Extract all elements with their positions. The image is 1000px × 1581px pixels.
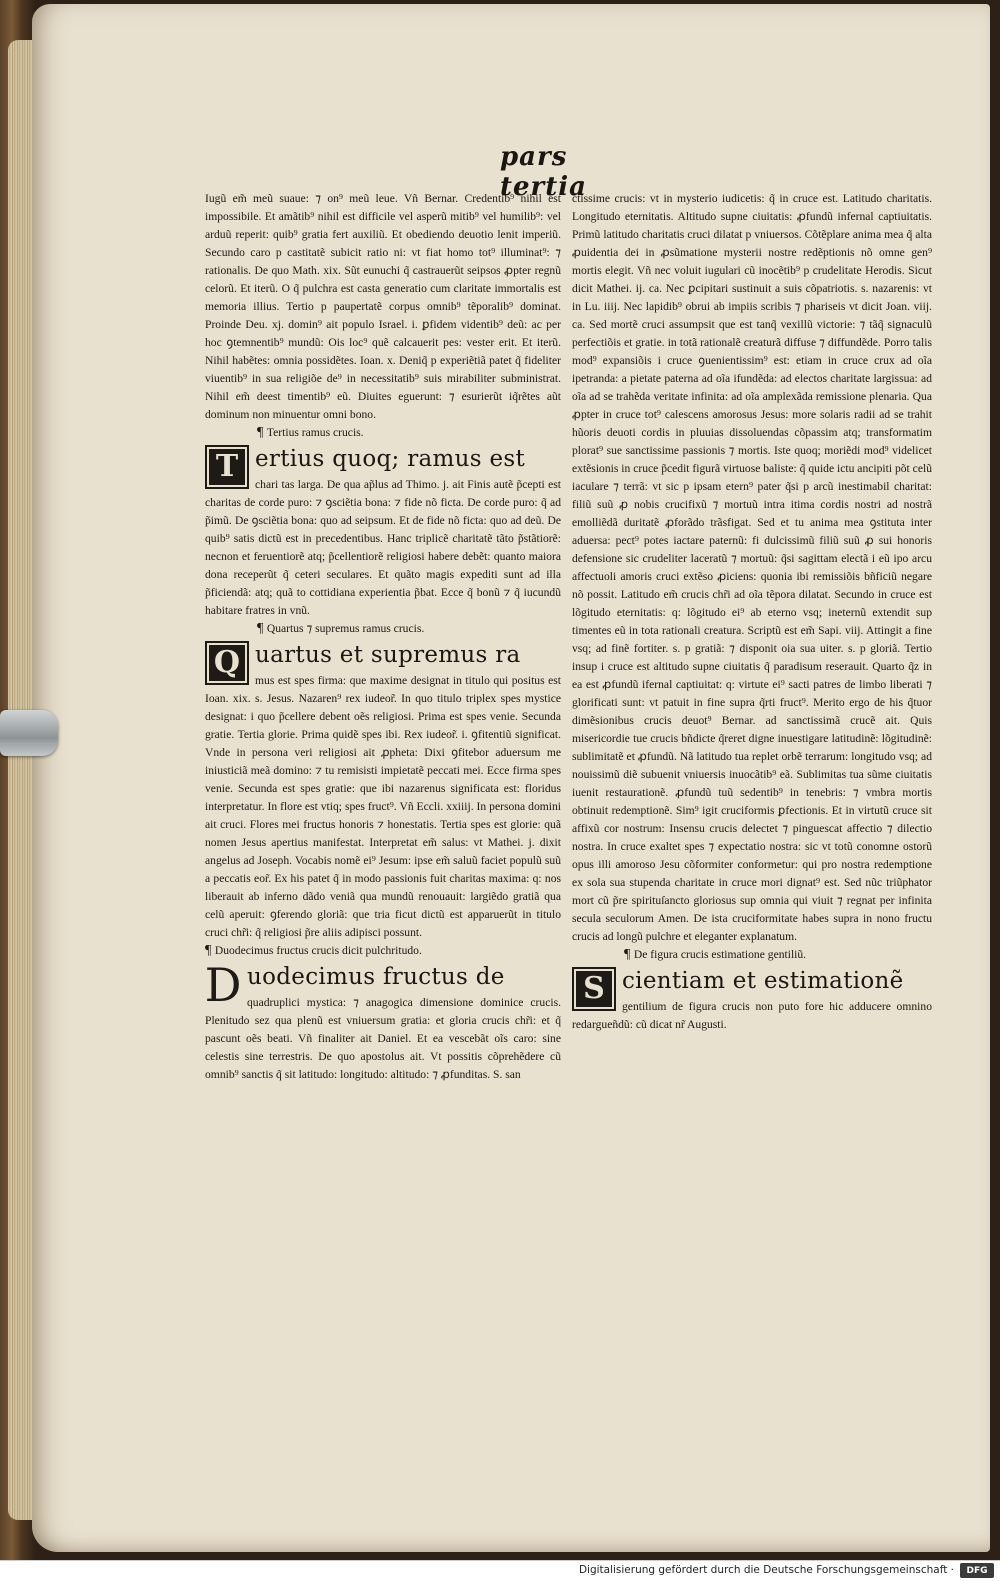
section-scientiam <box>572 964 932 1034</box>
rubric-text: Quartus ⁊ supremus ramus crucis. <box>266 622 425 635</box>
paragraph: mus est spes firma: que maxime designat in titulo qui positus est Ioan. xix. s. Jesus. Nazaren⁹ rex iudeor̃. In quo titulo triplex spes mystice designat: i quo p̃cellere debent oẽs religiosi. Prima est spes venie. Secunda gratie. Tertia glorie. Prima quidẽ spes ibi. Rex iudeor̃. i. ꝯfitentiũ significat. Vnde in persona veri religiosi ait ꝓpheta: Dixi ꝯfitebor aduersum me iniusticiã meã domino: ⁊ tu remisisti impietatẽ peccati mei. Ecce firma spes venie. Secunda est spes gratie: que ibi nazarenus significata est: floridus interpretatur. In flore est vtiq; spes fruct⁹. Vñ Eccli. xxiiij. In persona domini ait cruci. Flores mei fructus honoris ⁊ honestatis. Tertia spes est glorie: quã nomen Jesus apertius manifestat. Interpretat em̃ salus: vt Mathei. j. dixit angelus ad Joseph. Vocabis nomẽ ei⁹ Jesum: ipse em̃ saluũ faciet populũ suũ a peccatis eor̃. Ex his patet q̃ in modo passionis fuit charitas maxima: q: nos liberauit ab inferno dãdo veniã qua mundũ renouauit: largiẽdo gratiã qua celũ aperuit: ꝯferendo gloriã: que tria ficut dictũ est apparuerũt in titulo cruci chr̃i: q̃ religiosi p̃re aliis adipisci possunt. <box>205 674 561 939</box>
paragraph: quadruplici mystica: ⁊ anagogica dimensione dominice crucis. Plenitudo sez qua plenũ est vniuersum gratia: et gloria crucis chr̃i: et q̃ pascunt oẽs beati. Vñ finaliter ait Daniel. Et ea vescebãt oĩs caro: sine celestis sine terrestris. De quo apostolus ait. Vt possitis cõprehẽdere cũ omnib⁹ sanctis q̃ sit latitudo: longitudo: altitudo: ⁊ ꝓfunditas. S. san <box>205 996 561 1081</box>
section-heading: cientiam et estimationẽ <box>622 968 904 994</box>
dfg-logo: DFG <box>960 1563 994 1578</box>
pilcrow-icon: ¶ <box>257 425 267 440</box>
paragraph: Iugũ em̃ meũ suaue: ⁊ on⁹ meũ leue. Vñ Bernar. Credentib⁹ nihil est impossibile. Et amãtib⁹ nihil est difficile vel asperũ mitib⁹ vel humilib⁹: vel arduũ reperit: quib⁹ gratia fert auxiliũ. Et obediendo deuotio lenit imperiũ. Secundo caro p castitatẽ subicit ratio ni: vt fiat homo tot⁹ illuminat⁹: ⁊ rationalis. De quo Math. xix. Sũt eunuchi q̃ castrauerũt seipsos ꝓpter regnũ celorũ. Et iterũ. O q̃ pulchra est casta generatio cum claritate immortalis est memoria illius. Tertio p paupertatẽ corpus omnib⁹ tẽporalib⁹ dominat. Proinde Deu. xj. domin⁹ ait populo Israel. i. ꝑfidem videntib⁹ deũ: ac per hoc ꝯtemnentib⁹ mundũ: Ois loc⁹ quẽ calcauerit pes: vester erit. Et iterũ. Nihil habẽtes: omnia possidẽtes. Ioan. x. Deniq̃ p experiẽtiã patet q̃ fideliter viuentib⁹ in sua religiõe de⁹ in necessitatib⁹ suis mirabiliter subministrat. Nihil em̃ deest timentib⁹ eũ. Diuites eguerunt: ⁊ esurierũt iq̃rẽtes aũt dominum non minuentur omni bono. <box>205 192 561 421</box>
right-column <box>572 190 932 1034</box>
rubric <box>205 942 561 960</box>
rubric <box>205 424 561 442</box>
section-heading: uartus et supremus ra <box>255 642 521 668</box>
rubric <box>572 946 932 964</box>
footer-bar <box>0 1560 1000 1581</box>
left-column <box>205 190 561 1084</box>
paragraph: chari tas larga. De qua ap̃lus ad Thimo. j. ait Finis autẽ p̃cepti est charitas de corde puro: ⁊ ꝯsciẽtia bona: ⁊ fide nõ ficta. De corde puro: q̃ ad p̃imũ. De ꝯsciẽtia bona: quo ad seipsum. Et de fide nõ ficta: quo ad deũ. De quib⁹ satis dictũ est in precedentibus. Hanc triplicẽ charitatẽ tãto p̃stãtiorẽ: necnon et feruentiorẽ atq; p̃cellentiorẽ religiosi habere debẽt: quanto maiora dona receperũt q̃ ceteri seculares. Et quãto magis expediti sunt ad illa p̃ficiendã: atq; quã to cottidiana experientia p̃bat. Ecce q̃ bonũ ⁊ q̃ iucundũ habitare fratres in vnũ. <box>205 478 561 617</box>
rubric <box>205 620 561 638</box>
section-heading: ertius quoq; ramus est <box>255 446 525 472</box>
pilcrow-icon: ¶ <box>205 943 215 958</box>
paragraph: ctissime crucis: vt in mysterio iudicetis: q̃ in cruce est. Latitudo charitatis. Longitudo eternitatis. Altitudo supne ciuitatis: ꝓfundũ infernal captiuitatis. Primũ latitudo charitatis cruci dilatat p vniuersos. Cõtẽplare anima mea q̃ alta ꝓuidentia dei in ꝓsũmatione mysterii nostre redẽptionis nõ omne gen⁹ mortis elegit. Vñ nec voluit iugulari cũ inocẽtib⁹ p crudelitate Herodis. Sicut dicit Mathei. ij. ca. Nec ꝑcipitari sustinuit a suis cõpatriotis. s. nazarenis: vt in Lu. iiij. Nec lapidib⁹ obrui ab impiis scribis ⁊ phariseis vt dicit Joan. viij. ca. Sed mortẽ cruci assumpsit que est tanq̃ vexillũ victorie: ⁊ tãq̃ signaculũ perfectiõis et gratie. in totã rationalẽ creaturã diffuse ⁊ diffundẽde. Porro talis mod⁹ expansiõis i cruce ꝯuenientissim⁹ est: etiam in cruce crux ad oĩa ipetranda: a pietate paterna ad oĩa ifundẽda: ad electos charitate largissua: ad oĩa ad se trahẽda veritate infinita: ad oĩa amplexãda remissione plenaria. Qua ꝓpter in cruce tot⁹ calescens amorosus Jesus: more solaris radii ad se trahit hũoris deuoti cordis in pluuias dissoluendas cõpassim atq; transformatim plorat⁹ sue sanctissime passionis ⁊ mortis. Iste quoq; moriẽdi mod⁹ videlicet extẽsionis in cruce p̃cedit figurã virtuose baliste: q̃ quide ictu ancipiti põt celũ iaculare ⁊ terrã: vt sic p ipsam etern⁹ pater q̃si p arcũ inestimabil charitat: filiũ suũ ꝓ nobis crucifixũ ⁊ mortuũ intra itima cordis nostri ad nostrã emolliẽdã duritatẽ ꝓforãdo trãsfigat. Sed et tu anima mea ꝯstituta inter aduersa: pect⁹ potes iactare paternũ: fi dulcissimũ filiũ suũ ꝓ sui honoris defensione sic crudeliter laceratũ ⁊ mortuũ: q̃si sagittam electã i eũ ipo arcu affectuoli amoris cruci extẽso ꝓiciens: quonia ibi remissiõis bñficiũ negare nõ possit. Latitudo em̃ crucis chr̃i ad oĩa tẽpora dilatat. Secundo in cruce est lõgitudo eternitatis: q: lõgitudo ei⁹ ab eterno vsq; ineternũ extendit sup timentes eũ in tota rationali creatura. Scriptũ est em̃ Sapi. viij. Attingit a fine vsq; ad finẽ fortiter. s. p gratiã: ⁊ disponit oia sua uiter. s. p gloriã. Tertio insup i cruce est altitudo supne ciuitatis q̃ paradisum reserauit. Quarto q̃z in ea est ꝓfundũ ifernal captiuitat: q: virtute ei⁹ sacti patres de limbo liberati ⁊ glorificati sunt: vt patuit in fine supra q̃rti fruct⁹. Merito ergo de his q̃tuor dimẽsionibus crucis deuot⁹ Bernar. ad sanctissimã crucẽ ait. Quis misericordie tue crucis bñdicte q̃reret digne inuestigare latitudinẽ: lõgitudinẽ: sublimitatẽ et ꝓfundũ. Nã latitudo tua replet orbẽ terrarum: longitudo vsq; ad nouissimũ diẽ subuenit vniuersis inuocãtib⁹ eã. Sublimitas tua sũme ciuitatis iuenit restaurationẽ. ꝓfundũ tuũ sedentib⁹ in tenebris: ⁊ vmbra mortis obtinuit redemptionẽ. Sim⁹ igit cruciformis ꝑfectionis. Et in virtutũ cruce sit affixũ cor nostrum: Insensu crucis delectet ⁊ pinguescat affectio ⁊ dilectio nostra. In cruce exaltet spes ⁊ expectatio nostra: sic vt totũ conomne ostorũ opus illi amoroso Jesu cõformiter conformetur: qui pro nostra redemptione ex sola sua stupenda charitate in cruce mori dignat⁹ est. Sed nũc triũphator mort cũ p̃re spirituſancto gloriosus sup omnia qui viuit ⁊ regnat per infinita secula seculorum Amen. De ista cruciformitate habes supra in nono fructu crucis ad longũ pulchre et eleganter explanatum. <box>572 192 932 943</box>
section-heading: uodecimus fructus de <box>247 964 505 990</box>
section-quartus <box>205 638 561 942</box>
initial-letter: S <box>572 967 616 1011</box>
page-clip <box>0 710 58 756</box>
initial-letter: Q <box>205 641 249 685</box>
initial-letter: T <box>205 445 249 489</box>
initial-letter: D <box>205 960 242 1012</box>
pilcrow-icon: ¶ <box>257 621 267 636</box>
section-duodecimus <box>205 960 561 1084</box>
rubric-text: De figura crucis estimatione gentiliũ. <box>633 948 807 961</box>
paragraph: gentilium de figura crucis non puto fore hic adducere omnino redargueñdũ: cũ dicat nr̃ Augusti. <box>572 1000 932 1031</box>
pilcrow-icon: ¶ <box>624 947 634 962</box>
running-head: pars tertia <box>500 142 587 202</box>
funding-credit: Digitalisierung gefördert durch die Deutsche Forschungsgemeinschaft · <box>578 1564 954 1576</box>
section-tertius <box>205 442 561 620</box>
rubric-text: Duodecimus fructus crucis dicit pulchritudo. <box>214 944 422 957</box>
rubric-text: Tertius ramus crucis. <box>266 426 364 439</box>
